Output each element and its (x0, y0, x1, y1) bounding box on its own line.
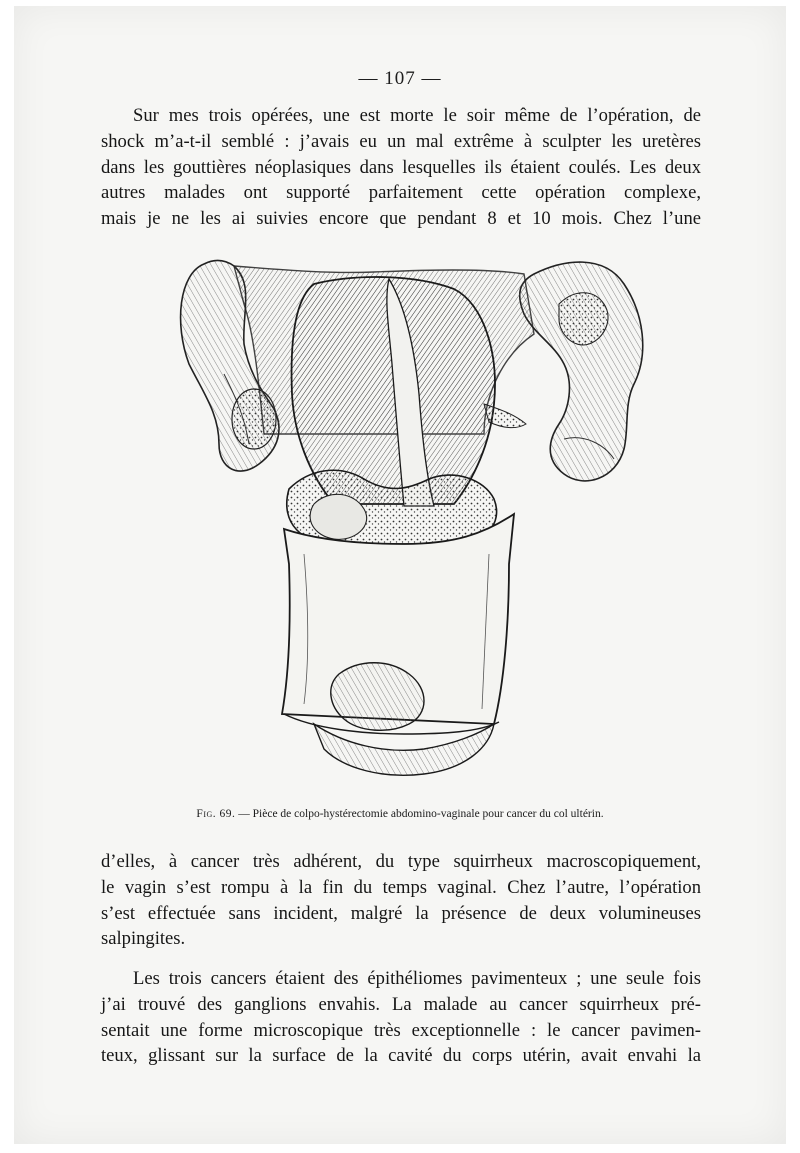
figure-caption (14, 808, 786, 820)
text-line: mais je ne les ai suivies encore que pendant 8 et 10 mois. Chez l’une (101, 208, 701, 230)
paragraph-top (101, 103, 701, 232)
text-line: le vagin s’est rompu à la fin du temps vaginal. Chez l’autre, l’opération (101, 876, 701, 898)
text-line: shock m’a-t-il semblé : j’avais eu un mal extrême à sculpter les uretères (101, 130, 701, 152)
text-line: teux, glissant sur la surface de la cavité du corps utérin, avait envahi la (101, 1045, 701, 1067)
book-page (14, 6, 786, 1144)
page-number: — 107 — (358, 68, 442, 89)
text-line: s’est effectuée sans incident, malgré la présence de deux volumineuses (101, 902, 701, 924)
paragraph-bottom (101, 966, 701, 1069)
text-line: autres malades ont supporté parfaitement cette opération complexe, (101, 182, 701, 204)
text-line: Les trois cancers étaient des épithéliomes pavimenteux ; une seule fois (133, 968, 701, 989)
specimen-drawing (164, 244, 664, 789)
text-line: j’ai trouvé des ganglions envahis. La malade au cancer squirrheux pré- (101, 993, 701, 1015)
figure-caption-text: — Pièce de colpo-hystérectomie abdomino-vaginale pour cancer du col ultérin. (238, 808, 604, 820)
text-line: sentait une forme microscopique très exceptionnelle : le cancer pavimen- (101, 1019, 701, 1041)
figure-label: Fig. 69. (196, 808, 236, 820)
text-line: Sur mes trois opérées, une est morte le soir même de l’opération, de (133, 105, 701, 126)
text-line: salpingites. (101, 928, 186, 950)
paragraph-middle (101, 849, 701, 952)
text-line: dans les gouttières néoplasiques dans lesquelles ils étaient coulés. Les deux (101, 156, 701, 178)
anatomical-illustration (164, 244, 664, 789)
text-line: d’elles, à cancer très adhérent, du type squirrheux macroscopiquement, (101, 851, 701, 872)
